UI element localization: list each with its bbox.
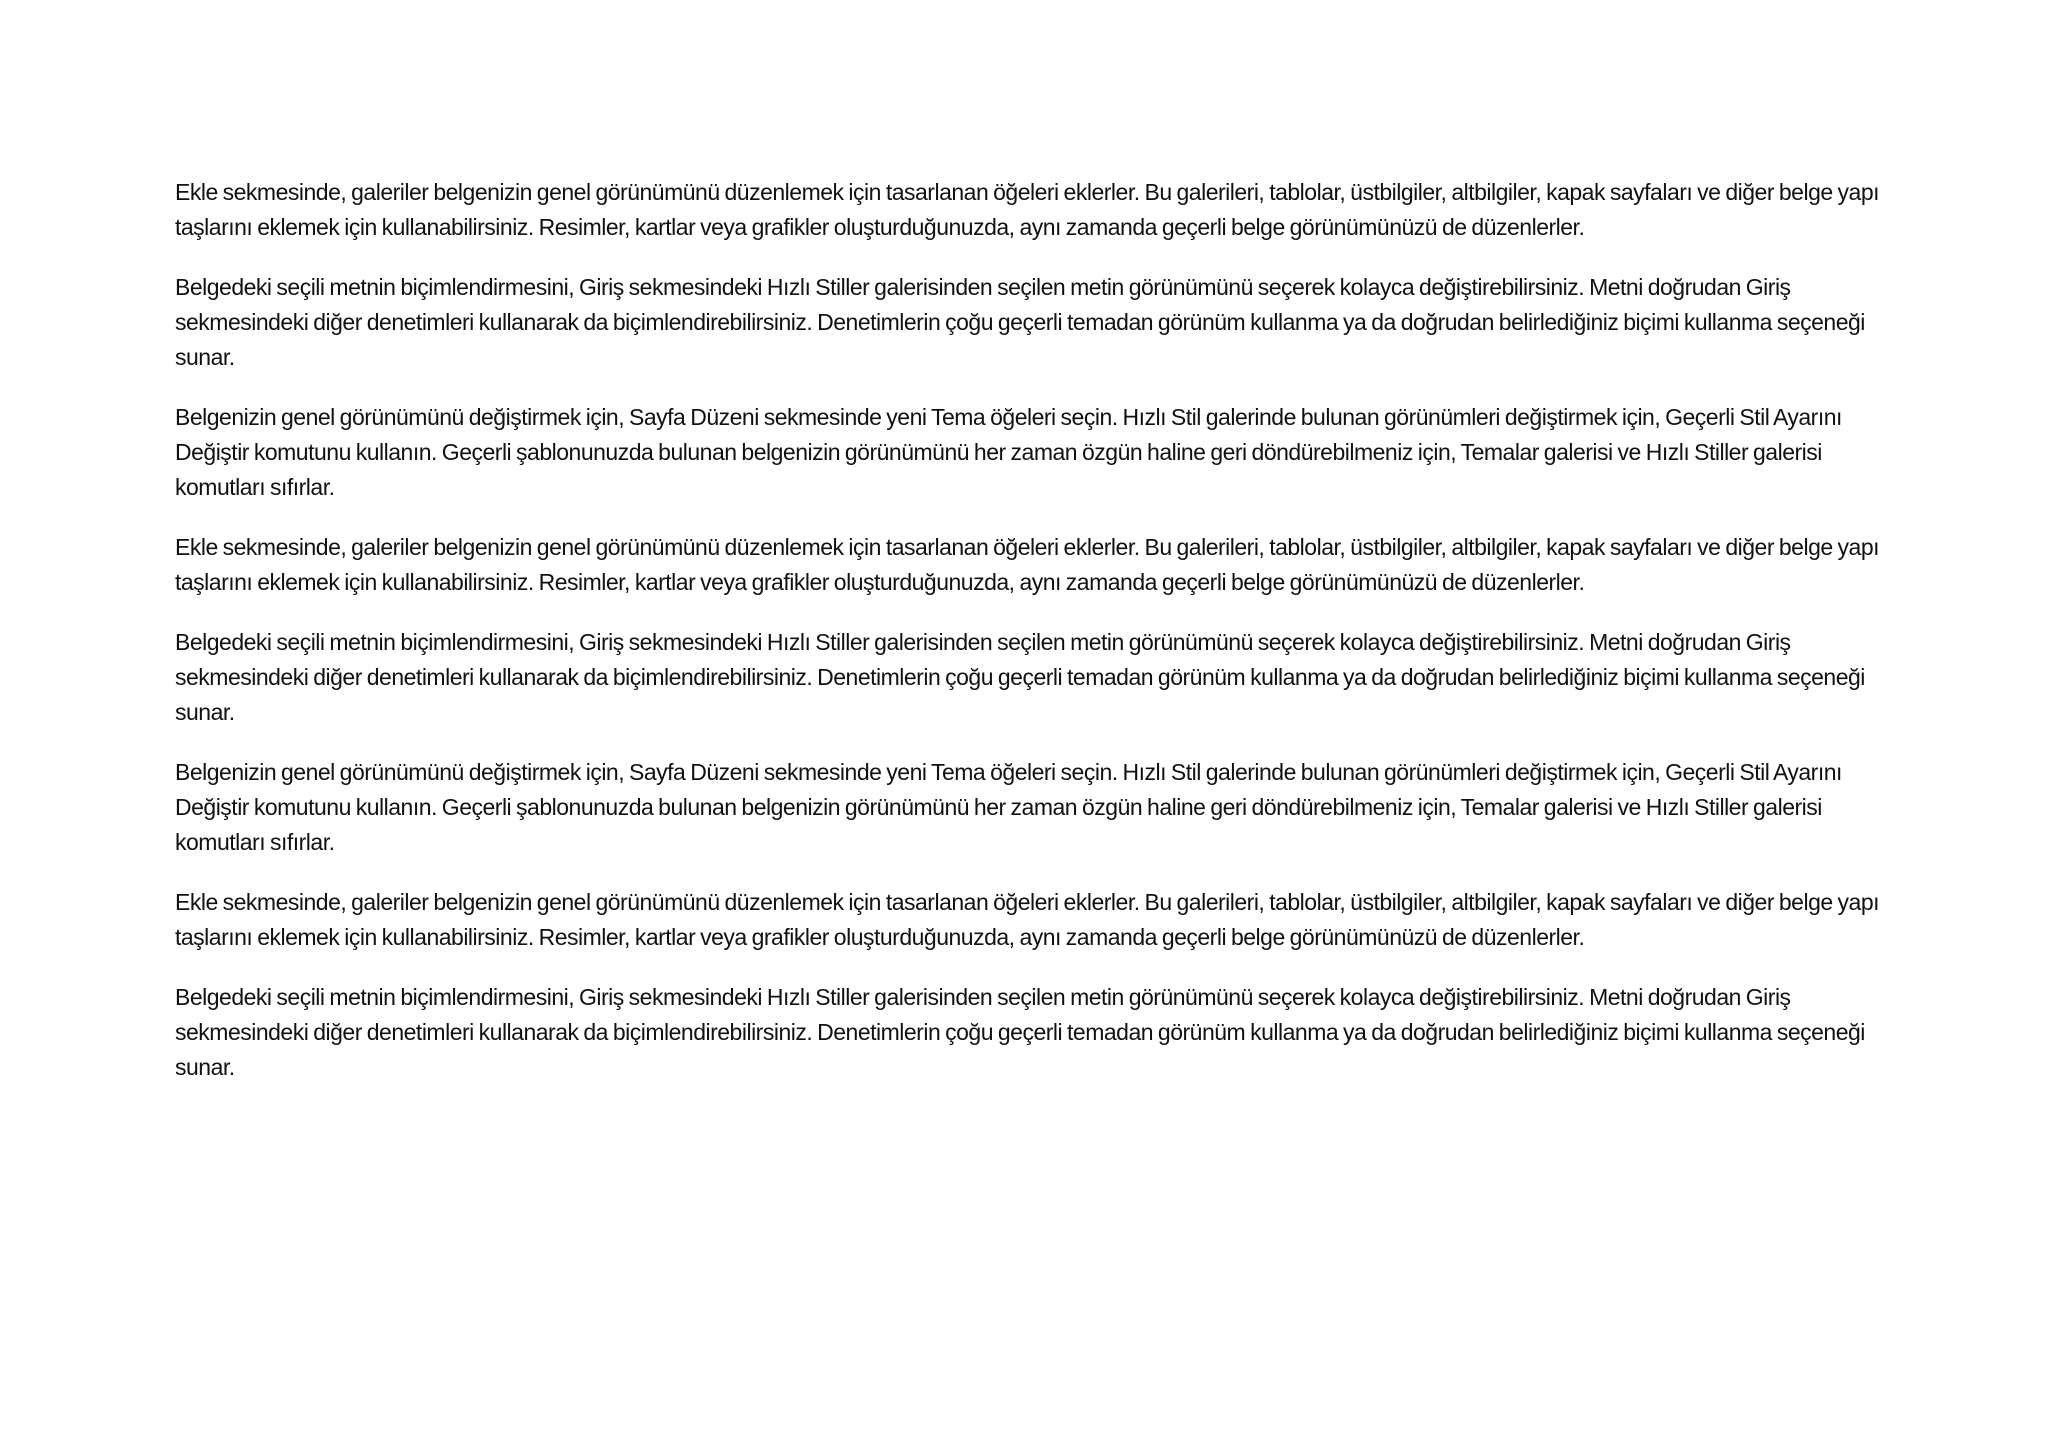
paragraph: Ekle sekmesinde, galeriler belgenizin genel görünümünü düzenlemek için tasarlanan öğeleri eklerler. Bu galerileri, tablolar, üstbilgiler, altbilgiler, kapak sayfaları ve diğer belge yapı taşlarını eklemek için kullanabilirsiniz. Resimler, kartlar veya grafikler oluşturduğunuzda, aynı zamanda geçerli belge görünümünüzü de düzenlerler.: [175, 889, 1880, 950]
paragraph: Belgenizin genel görünümünü değiştirmek için, Sayfa Düzeni sekmesinde yeni Tema öğeleri seçin. Hızlı Stil galerinde bulunan görünümleri değiştirmek için, Geçerli Stil Ayarını Değiştir komutunu kullanın. Geçerli şablonunuzda bulunan belgenizin görünümünü her zaman özgün haline geri döndürebilmeniz için, Temalar galerisi ve Hızlı Stiller galerisi komutları sıfırlar.: [175, 759, 1842, 855]
document-body: [175, 175, 1895, 1110]
paragraph: Belgedeki seçili metnin biçimlendirmesini, Giriş sekmesindeki Hızlı Stiller galerisinden seçilen metin görünümünü seçerek kolayca değiştirebilirsiniz. Metni doğrudan Giriş sekmesindeki diğer denetimleri kullanarak da biçimlendirebilirsiniz. Denetimlerin çoğu geçerli temadan görünüm kullanma ya da doğrudan belirlediğiniz biçimi kullanma seçeneği sunar.: [175, 629, 1865, 725]
paragraph: Belgedeki seçili metnin biçimlendirmesini, Giriş sekmesindeki Hızlı Stiller galerisinden seçilen metin görünümünü seçerek kolayca değiştirebilirsiniz. Metni doğrudan Giriş sekmesindeki diğer denetimleri kullanarak da biçimlendirebilirsiniz. Denetimlerin çoğu geçerli temadan görünüm kullanma ya da doğrudan belirlediğiniz biçimi kullanma seçeneği sunar.: [175, 274, 1865, 370]
paragraph: Ekle sekmesinde, galeriler belgenizin genel görünümünü düzenlemek için tasarlanan öğeleri eklerler. Bu galerileri, tablolar, üstbilgiler, altbilgiler, kapak sayfaları ve diğer belge yapı taşlarını eklemek için kullanabilirsiniz. Resimler, kartlar veya grafikler oluşturduğunuzda, aynı zamanda geçerli belge görünümünüzü de düzenlerler.: [175, 179, 1880, 240]
paragraph: Belgenizin genel görünümünü değiştirmek için, Sayfa Düzeni sekmesinde yeni Tema öğeleri seçin. Hızlı Stil galerinde bulunan görünümleri değiştirmek için, Geçerli Stil Ayarını Değiştir komutunu kullanın. Geçerli şablonunuzda bulunan belgenizin görünümünü her zaman özgün haline geri döndürebilmeniz için, Temalar galerisi ve Hızlı Stiller galerisi komutları sıfırlar.: [175, 404, 1842, 500]
paragraph: Belgedeki seçili metnin biçimlendirmesini, Giriş sekmesindeki Hızlı Stiller galerisinden seçilen metin görünümünü seçerek kolayca değiştirebilirsiniz. Metni doğrudan Giriş sekmesindeki diğer denetimleri kullanarak da biçimlendirebilirsiniz. Denetimlerin çoğu geçerli temadan görünüm kullanma ya da doğrudan belirlediğiniz biçimi kullanma seçeneği sunar.: [175, 984, 1865, 1080]
paragraph: Ekle sekmesinde, galeriler belgenizin genel görünümünü düzenlemek için tasarlanan öğeleri eklerler. Bu galerileri, tablolar, üstbilgiler, altbilgiler, kapak sayfaları ve diğer belge yapı taşlarını eklemek için kullanabilirsiniz. Resimler, kartlar veya grafikler oluşturduğunuzda, aynı zamanda geçerli belge görünümünüzü de düzenlerler.: [175, 534, 1880, 595]
